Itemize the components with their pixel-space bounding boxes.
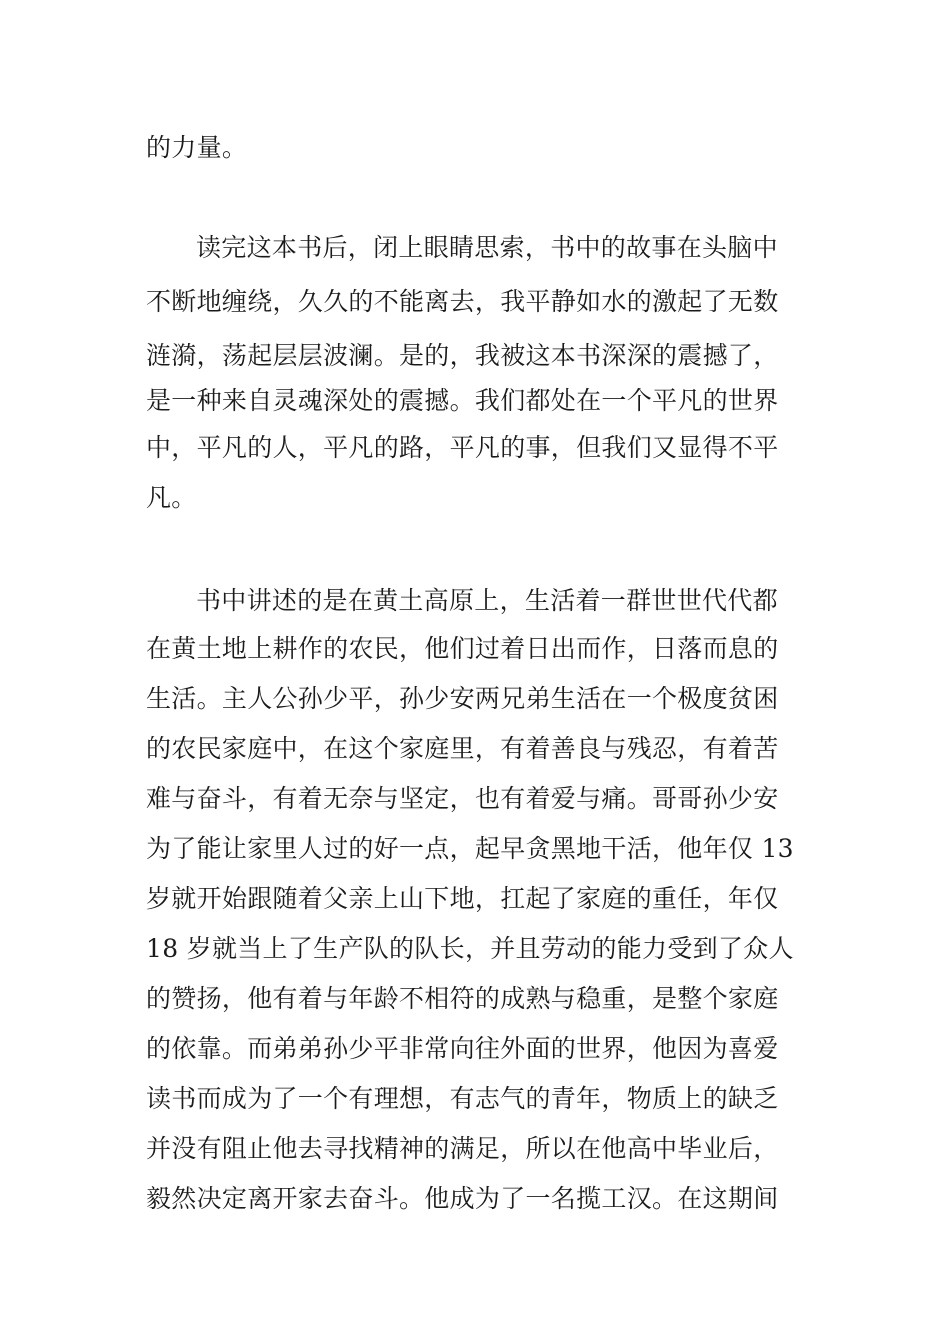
text-line: 凡。 [146, 483, 197, 512]
text-line: 书中讲述的是在黄土高原上，生活着一群世世代代都 [196, 586, 778, 615]
text-line: 岁就开始跟随着父亲上山下地，扛起了家庭的重任，年仅 [146, 884, 779, 913]
text-line: 的农民家庭中，在这个家庭里，有着善良与残忍，有着苦 [146, 734, 779, 763]
text-line: 并没有阻止他去寻找精神的满足，所以在他高中毕业后， [146, 1134, 779, 1163]
text-line: 是一种来自灵魂深处的震撼。我们都处在一个平凡的世界 [146, 386, 779, 415]
text-line: 难与奋斗，有着无奈与坚定，也有着爱与痛。哥哥孙少安 [146, 784, 779, 813]
text-line: 中，平凡的人，平凡的路，平凡的事，但我们又显得不平 [146, 433, 779, 462]
text-line: 不断地缠绕，久久的不能离去，我平静如水的激起了无数 [146, 287, 779, 316]
text-line: 为了能让家里人过的好一点，起早贪黑地干活，他年仅 13 [146, 834, 794, 863]
text-line: 的力量。 [146, 133, 248, 162]
text-line: 生活。主人公孙少平，孙少安两兄弟生活在一个极度贫困 [146, 684, 779, 713]
text-line: 涟漪，荡起层层波澜。是的，我被这本书深深的震撼了， [146, 341, 779, 370]
text-line: 毅然决定离开家去奋斗。他成为了一名揽工汉。在这期间 [146, 1184, 779, 1213]
text-line: 读书而成为了一个有理想，有志气的青年，物质上的缺乏 [146, 1084, 779, 1113]
text-line: 18 岁就当上了生产队的队长，并且劳动的能力受到了众人 [146, 934, 794, 963]
text-line: 的依靠。而弟弟孙少平非常向往外面的世界，他因为喜爱 [146, 1034, 779, 1063]
text-line: 读完这本书后，闭上眼睛思索，书中的故事在头脑中 [196, 233, 778, 262]
text-line: 的赞扬，他有着与年龄不相符的成熟与稳重，是整个家庭 [146, 984, 779, 1013]
text-line: 在黄土地上耕作的农民，他们过着日出而作，日落而息的 [146, 634, 779, 663]
